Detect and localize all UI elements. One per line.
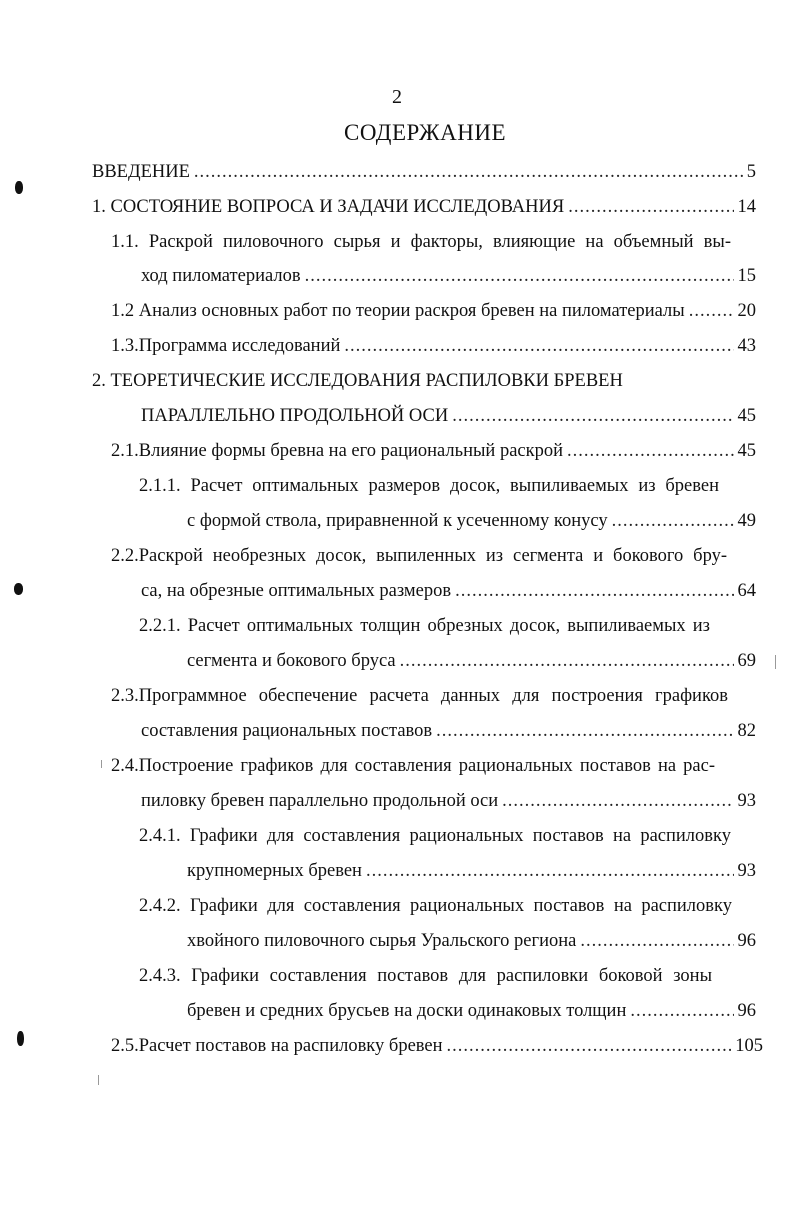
toc-entry [141,719,756,743]
toc-entry [111,684,728,708]
dot-leader [502,789,733,813]
toc-entry-text: ход пиломатериалов [141,266,301,286]
toc-entry-page: 43 [737,336,756,356]
toc-entry-page: 105 [735,1036,763,1056]
page-number: 2 [392,86,402,108]
toc-entry [187,509,756,533]
toc-entry-text: 1.1. Раскрой пиловочного сырья и факторы, влияющие на объемный вы- [111,232,731,252]
toc-entry [141,264,756,288]
toc-entry-text: са, на обрезные оптимальных размеров [141,581,452,601]
toc-entry [92,369,652,393]
binder-hole-mark [15,181,23,194]
toc-entry [141,579,756,603]
toc-entry [111,754,715,778]
toc-entry [141,789,756,813]
dot-leader [344,334,733,358]
page-title: СОДЕРЖАНИЕ [343,120,506,145]
toc-entry-text: составления рациональных поставов [141,721,433,741]
toc-entry-page: 93 [737,861,756,881]
scan-speck [98,1075,99,1085]
toc-entry [111,439,756,463]
toc-entry-text: 2.3.Программное обеспечение расчета данных для построения графиков [111,686,728,706]
toc-entry-page: 69 [737,651,756,671]
toc-entry-page: 14 [737,197,756,217]
toc-entry-text: пиловку бревен параллельно продольной оси [141,791,499,811]
dot-leader [194,160,743,184]
binder-hole-mark [17,1031,24,1046]
toc-entry [92,160,756,184]
toc-entry-text: 2.2.1. Расчет оптимальных толщин обрезных досок, выпиливаемых из [139,616,710,636]
toc-entry [139,824,731,848]
toc-entry-text: 2.4.3. Графики составления поставов для распиловки боковой зоны [139,966,712,986]
dot-leader [455,579,733,603]
toc-entry-text: 2.4.1. Графики для составления рациональных поставов на распиловку [139,826,731,846]
dot-leader [436,719,733,743]
toc-entry-text: ВВЕДЕНИЕ [92,162,190,182]
toc-entry [139,614,710,638]
toc-entry-page: 93 [737,791,756,811]
toc-entry [92,195,756,219]
toc-entry-page: 96 [737,931,756,951]
dot-leader [400,649,734,673]
toc-entry [187,649,756,673]
dot-leader [630,999,733,1023]
toc-entry-text: 1.2 Анализ основных работ по теории раскроя бревен на пиломатериалы [111,301,685,321]
toc-entry-page: 5 [746,162,756,182]
dot-leader [612,509,734,533]
dot-leader [689,299,734,323]
toc-entry [111,299,756,323]
toc-entry [111,1034,763,1058]
toc-entry-text: 2.5.Расчет поставов на распиловку бревен [111,1036,443,1056]
toc-entry [111,230,731,254]
toc-entry-text: хвойного пиловочного сырья Уральского региона [187,931,577,951]
toc-entry [187,929,756,953]
toc-entry-text: крупномерных бревен [187,861,362,881]
toc-entry-text: 1. СОСТОЯНИЕ ВОПРОСА И ЗАДАЧИ ИССЛЕДОВАНИЯ [92,197,565,217]
dot-leader [447,1034,732,1058]
toc-entry-text: 2.4.Построение графиков для составления рациональных поставов на рас- [111,756,715,776]
toc-entry [111,334,756,358]
toc-entry [139,474,719,498]
dot-leader [366,859,734,883]
dot-leader [567,439,733,463]
toc-entry-page: 15 [737,266,756,286]
toc-entry-text: сегмента и бокового бруса [187,651,396,671]
toc-entry-text: 1.3.Программа исследований [111,336,341,356]
toc-entry [139,964,712,988]
toc-entry-text: ПАРАЛЛЕЛЬНО ПРОДОЛЬНОЙ ОСИ [141,406,449,426]
toc-entry [187,999,756,1023]
toc-entry-text: 2.1.1. Расчет оптимальных размеров досок, выпиливаемых из бревен [139,476,719,496]
toc-entry-text: с формой ствола, приравненной к усеченному конусу [187,511,608,531]
dot-leader [305,264,734,288]
toc-entry [141,404,756,428]
toc-entry-page: 45 [737,441,756,461]
dot-leader [452,404,733,428]
scan-speck [101,760,102,768]
toc-entry-text: 2.2.Раскрой необрезных досок, выпиленных из сегмента и бокового бру- [111,546,727,566]
toc-entry-text: 2.4.2. Графики для составления рациональных поставов на распиловку [139,896,732,916]
dot-leader [580,929,733,953]
toc-entry-page: 20 [737,301,756,321]
toc-entry [111,544,727,568]
toc-entry-text: 2. ТЕОРЕТИЧЕСКИЕ ИССЛЕДОВАНИЯ РАСПИЛОВКИ БРЕВЕН [92,371,623,391]
toc-entry-page: 49 [737,511,756,531]
toc-entry-text: 2.1.Влияние формы бревна на его рациональный раскрой [111,441,564,461]
toc-entry-page: 96 [737,1001,756,1021]
toc-entry-text: бревен и средних брусьев на доски одинаковых толщин [187,1001,627,1021]
toc-entry [187,859,756,883]
binder-hole-mark [14,583,23,595]
toc-entry-page: 64 [737,581,756,601]
toc-entry-page: 82 [737,721,756,741]
toc-entry [139,894,732,918]
scan-speck [775,655,776,669]
dot-leader [568,195,733,219]
toc-entry-page: 45 [737,406,756,426]
